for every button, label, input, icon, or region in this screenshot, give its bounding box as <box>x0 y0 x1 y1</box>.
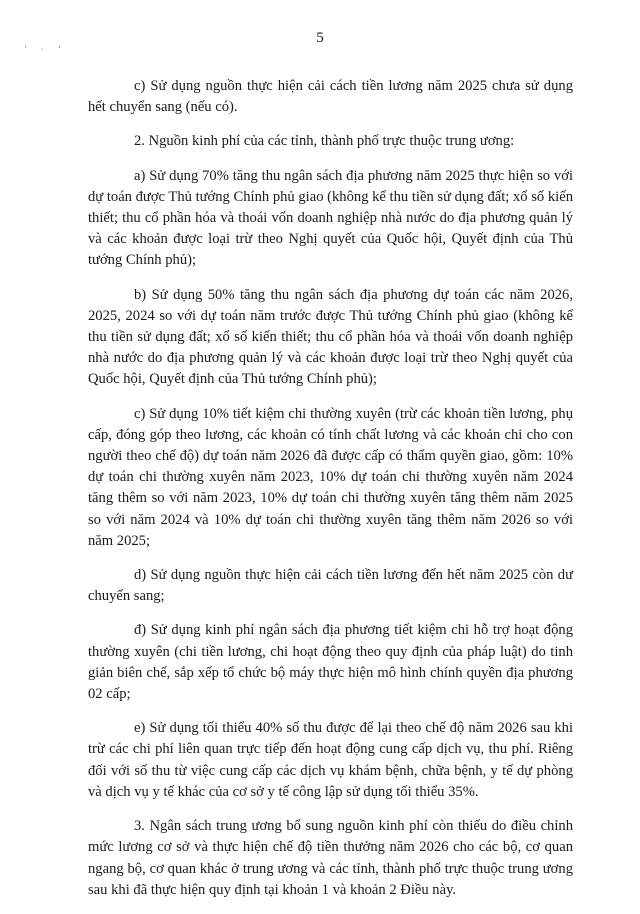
paragraph-1c-salary-reform-carryover: c) Sử dụng nguồn thực hiện cải cách tiền lương năm 2025 chưa sử dụng hết chuyển sang (nếu có). <box>88 78 573 116</box>
page-number: 5 <box>316 30 324 46</box>
paragraph-3-central-budget-supplement: 3. Ngân sách trung ương bổ sung nguồn kinh phí còn thiếu do điều chỉnh mức lương cơ sở và thực hiện chế độ tiền thưởng năm 2026 cho các bộ, cơ quan ngang bộ, cơ quan khác ở trung ương và các tỉnh, thành phố trực thuộc trung ương sau khi đã thực hiện quy định tại khoản 1 và khoản 2 Điều này. <box>88 818 573 898</box>
paragraph-2e-retained-revenue: e) Sử dụng tối thiểu 40% số thu được để lại theo chế độ năm 2026 sau khi trừ các chi phí liên quan trực tiếp đến hoạt động cung cấp dịch vụ, thu phí. Riêng đối với số thu từ việc cung cấp các dịch vụ khám bệnh, chữa bệnh, y tế dự phòng và dịch vụ y tế khác của cơ sở y tế công lập sử dụng tối thiểu 35%. <box>88 720 573 800</box>
scan-speck-mark: ’ · ‘ <box>24 44 67 54</box>
paragraph-2dd-staff-streamlining: đ) Sử dụng kinh phí ngân sách địa phương tiết kiệm chi hỗ trợ hoạt động thường xuyên (chi tiền lương, chi hoạt động theo quy định của pháp luật) do tinh giản biên chế, sắp xếp tổ chức bộ máy thực hiện mô hình chính quyền địa phương 02 cấp; <box>88 622 573 703</box>
paragraph-2-provincial-funding: 2. Nguồn kinh phí của các tỉnh, thành phố trực thuộc trung ương: <box>134 133 515 150</box>
paragraph-2a-revenue-increase-2025: a) Sử dụng 70% tăng thu ngân sách địa phương năm 2025 thực hiện so với dự toán được Thủ tướng Chính phủ giao (không kể thu tiền sử dụng đất; xổ số kiến thiết; thu cổ phần hóa và thoái vốn doanh nghiệp nhà nước do địa phương quản lý và các khoản được loại trừ theo Nghị quyết của Quốc hội, Quyết định của Thủ tướng Chính phủ); <box>88 167 573 269</box>
document-body <box>88 76 573 914</box>
paragraph-2d-remaining-reform-funds: d) Sử dụng nguồn thực hiện cải cách tiền lương đến hết năm 2025 còn dư chuyển sang; <box>88 567 573 605</box>
paragraph-2c-recurrent-savings: c) Sử dụng 10% tiết kiệm chi thường xuyên (trừ các khoản tiền lương, phụ cấp, đóng góp theo lương, các khoản có tính chất lương và các khoản chi cho con người theo chế độ) dự toán năm 2026 đã được cấp có thẩm quyền giao, gồm: 10% dự toán chi thường xuyên năm 2023, 10% dự toán chi thường xuyên năm 2024 tăng thêm so với năm 2023, 10% dự toán chi thường xuyên tăng thêm năm 2025 so với năm 2024 và 10% dự toán chi thường xuyên tăng thêm năm 2026 so với năm 2025; <box>88 405 573 549</box>
paragraph-2b-revenue-increase-estimates: b) Sử dụng 50% tăng thu ngân sách địa phương dự toán các năm 2026, 2025, 2024 so với dự toán năm trước được Thủ tướng Chính phủ giao (không kể thu tiền sử dụng đất; xổ số kiến thiết; thu cổ phần hóa và thoái vốn doanh nghiệp nhà nước do địa phương quản lý và các khoản được loại trừ theo Nghị quyết của Quốc hội, Quyết định của Thủ tướng Chính phủ); <box>88 286 573 388</box>
